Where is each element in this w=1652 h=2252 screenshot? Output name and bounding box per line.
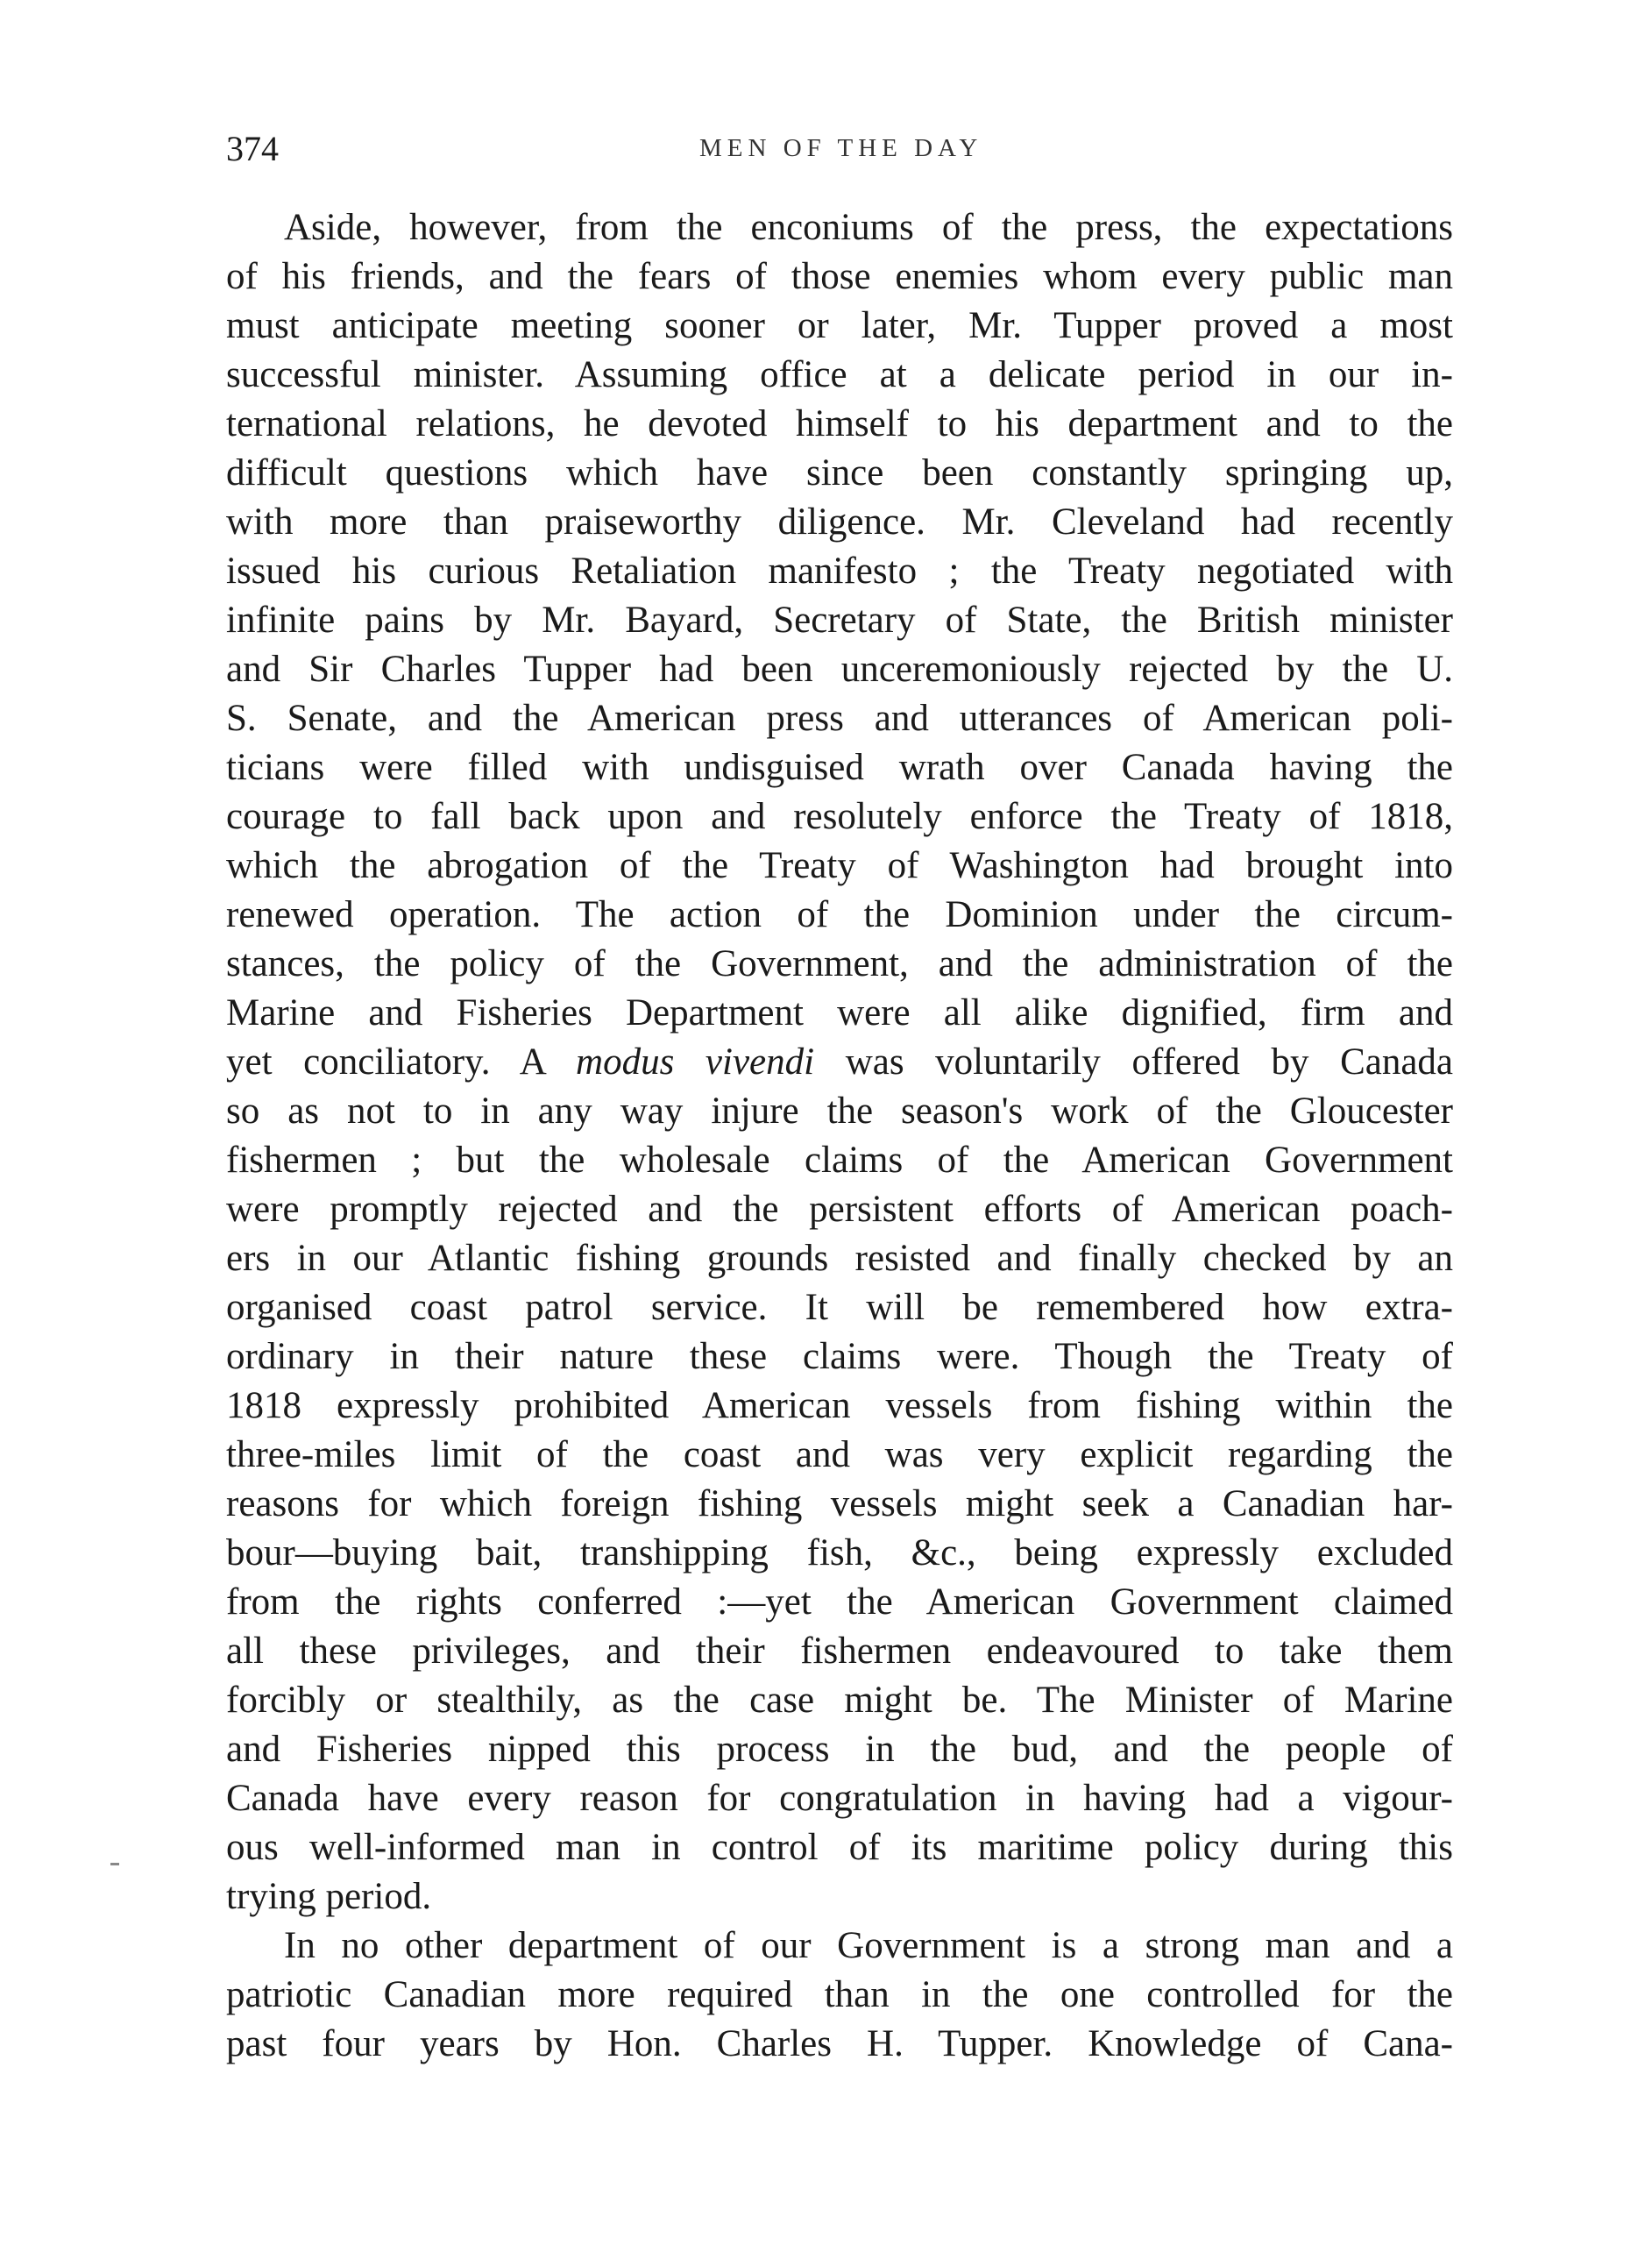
text-line: infinite pains by Mr. Bayard, Secretary of State, the British minister [226,600,1453,641]
text-line: 1818 expressly prohibited American vessels from fishing within the [226,1385,1453,1426]
running-title: MEN OF THE DAY [699,134,983,162]
text-line: and Fisheries nipped this process in the bud, and the people of [226,1729,1453,1770]
margin-speck [110,1863,119,1865]
text-line: reasons for which foreign fishing vessels might seek a Canadian har- [226,1483,1453,1524]
text-line: past four years by Hon. Charles H. Tupper. Knowledge of Cana- [226,2023,1453,2064]
text-line: from the rights conferred :—yet the American Government claimed [226,1581,1453,1623]
text-line: forcibly or stealthily, as the case might be. The Minister of Marine [226,1680,1453,1721]
text-line: stances, the policy of the Government, and the administration of the [226,943,1453,984]
text-line: Marine and Fisheries Department were all alike dignified, firm and [226,992,1453,1034]
text-line: renewed operation. The action of the Dominion under the circum- [226,894,1453,935]
text-line: fishermen ; but the wholesale claims of the American Government [226,1140,1453,1181]
text-line: courage to fall back upon and resolutely enforce the Treaty of 1818, [226,796,1453,837]
text-line: successful minister. Assuming office at a delicate period in our in- [226,354,1453,395]
text-line: ticians were filled with undisguised wrath over Canada having the [226,747,1453,788]
text-line: Canada have every reason for congratulation in having had a vigour- [226,1778,1453,1819]
text-line: ous well-informed man in control of its maritime policy during this [226,1827,1453,1868]
text-line: which the abrogation of the Treaty of Washington had brought into [226,845,1453,886]
text-line: trying period. [226,1876,432,1917]
text-line: so as not to in any way injure the season's work of the Gloucester [226,1090,1453,1132]
text-line: In no other department of our Government is a strong man and a [284,1925,1453,1966]
text-line: all these privileges, and their fishermen endeavoured to take them [226,1630,1453,1672]
text-line: of his friends, and the fears of those enemies whom every public man [226,256,1453,297]
text-line: and Sir Charles Tupper had been unceremoniously rejected by the U. [226,649,1453,690]
text-line: S. Senate, and the American press and utterances of American poli- [226,698,1453,739]
text-run: was voluntarily offered by Canada [814,1041,1454,1083]
text-line: bour—buying bait, transhipping fish, &c., being expressly excluded [226,1532,1453,1574]
text-line: difficult questions which have since been constantly springing up, [226,452,1453,494]
text-line: must anticipate meeting sooner or later, Mr. Tupper proved a most [226,305,1453,346]
text-line: with more than praiseworthy diligence. Mr. Cleveland had recently [226,501,1453,543]
text-line: ers in our Atlantic fishing grounds resisted and finally checked by an [226,1238,1453,1279]
page-number: 374 [226,129,279,168]
text-line: patriotic Canadian more required than in the one controlled for the [226,1974,1453,2015]
text-line: ordinary in their nature these claims were. Though the Treaty of [226,1336,1453,1377]
text-line: issued his curious Retaliation manifesto ; the Treaty negotiated with [226,551,1453,592]
text-line: three-miles limit of the coast and was very explicit regarding the [226,1434,1453,1475]
text-run: yet conciliatory. A [226,1041,577,1083]
body-text [226,203,1453,2069]
text-line: were promptly rejected and the persistent efforts of American poach- [226,1189,1453,1230]
text-line: ternational relations, he devoted himself to his department and to the [226,403,1453,444]
text-line-with-italic [226,1038,1453,1087]
text-line: Aside, however, from the enconiums of the press, the expectations [284,207,1453,248]
running-head [226,123,1453,175]
text-line: organised coast patrol service. It will be remembered how extra- [226,1287,1453,1328]
italic-phrase: modus vivendi [576,1041,815,1083]
